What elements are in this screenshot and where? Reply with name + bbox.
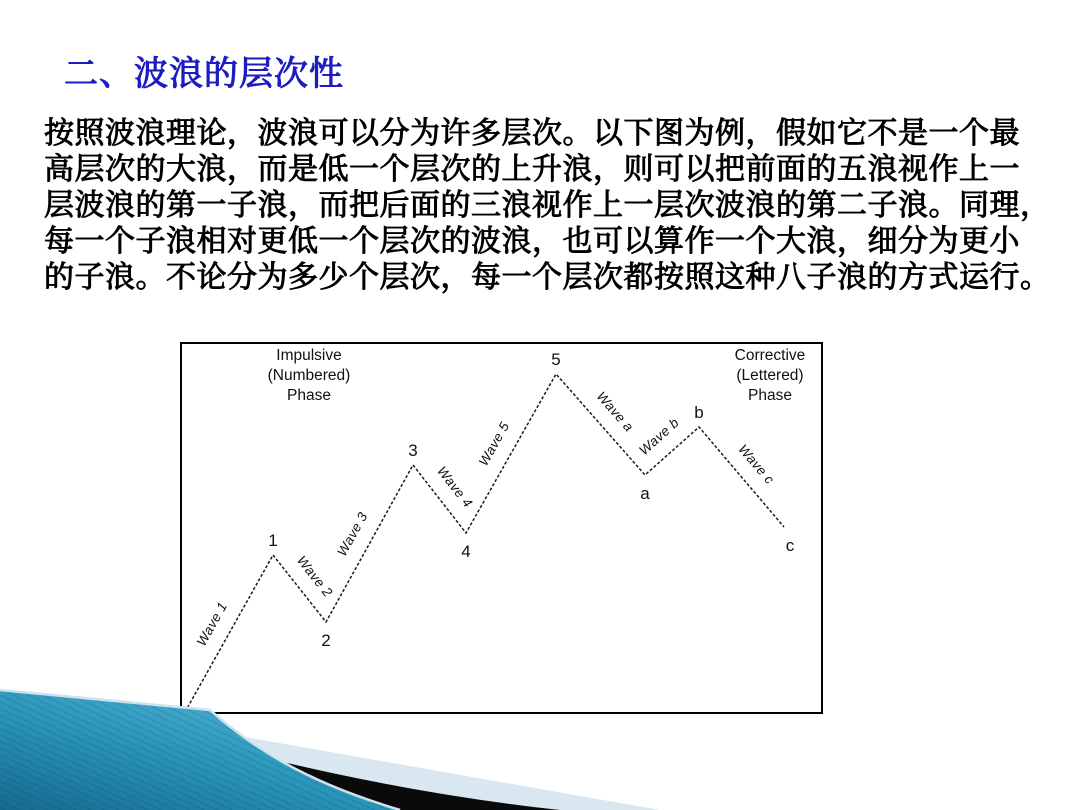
elliott-wave-diagram: [180, 342, 823, 714]
slide-title: 二、波浪的层次性: [64, 55, 344, 93]
segment-label-wave-2: Wave 2: [294, 552, 336, 600]
vertex-label-2: 2: [321, 631, 331, 650]
segment-label-wave-3: Wave 3: [334, 509, 371, 559]
body-line-1: 按照波浪理论，波浪可以分为许多层次。以下图为例，假如它不是一个最: [44, 117, 1020, 150]
segment-label-wave-5: Wave 5: [475, 419, 513, 469]
vertex-label-4: 4: [461, 542, 471, 561]
impulsive-phase-label-line1: Impulsive: [276, 347, 342, 364]
segment-label-wave-a: Wave a: [593, 388, 637, 435]
body-line-2: 高层次的大浪，而是低一个层次的上升浪，则可以把前面的五浪视作上一: [44, 153, 1020, 186]
vertex-label-c: c: [785, 536, 795, 555]
impulsive-phase-label-line3: Phase: [287, 387, 331, 404]
corrective-phase-label-line3: Phase: [748, 387, 792, 404]
corrective-phase-label-line2: (Lettered): [736, 367, 804, 384]
impulsive-phase-label-line2: (Numbered): [267, 367, 351, 384]
segment-label-wave-1: Wave 1: [193, 599, 231, 649]
vertex-label-b: b: [694, 403, 704, 422]
bottom-swoosh-decoration: [0, 688, 1080, 810]
wave-diagram-svg: [182, 344, 821, 712]
corrective-phase-label-line1: Corrective: [734, 347, 806, 364]
vertex-label-1: 1: [268, 531, 278, 550]
body-paragraph: [44, 116, 1051, 296]
vertex-label-5: 5: [551, 350, 561, 369]
segment-label-wave-b: Wave b: [636, 414, 682, 458]
segment-label-wave-4: Wave 4: [434, 463, 476, 511]
body-line-3: 层波浪的第一子浪，而把后面的三浪视作上一层次波浪的第二子浪。同理，: [44, 189, 1051, 222]
vertex-label-a: a: [640, 484, 650, 503]
body-line-5: 的子浪。不论分为多少个层次，每一个层次都按照这种八子浪的方式运行。: [44, 261, 1051, 294]
segment-label-wave-c: Wave c: [735, 441, 778, 488]
body-line-4: 每一个子浪相对更低一个层次的波浪，也可以算作一个大浪，细分为更小: [44, 225, 1020, 258]
vertex-label-3: 3: [408, 441, 418, 460]
